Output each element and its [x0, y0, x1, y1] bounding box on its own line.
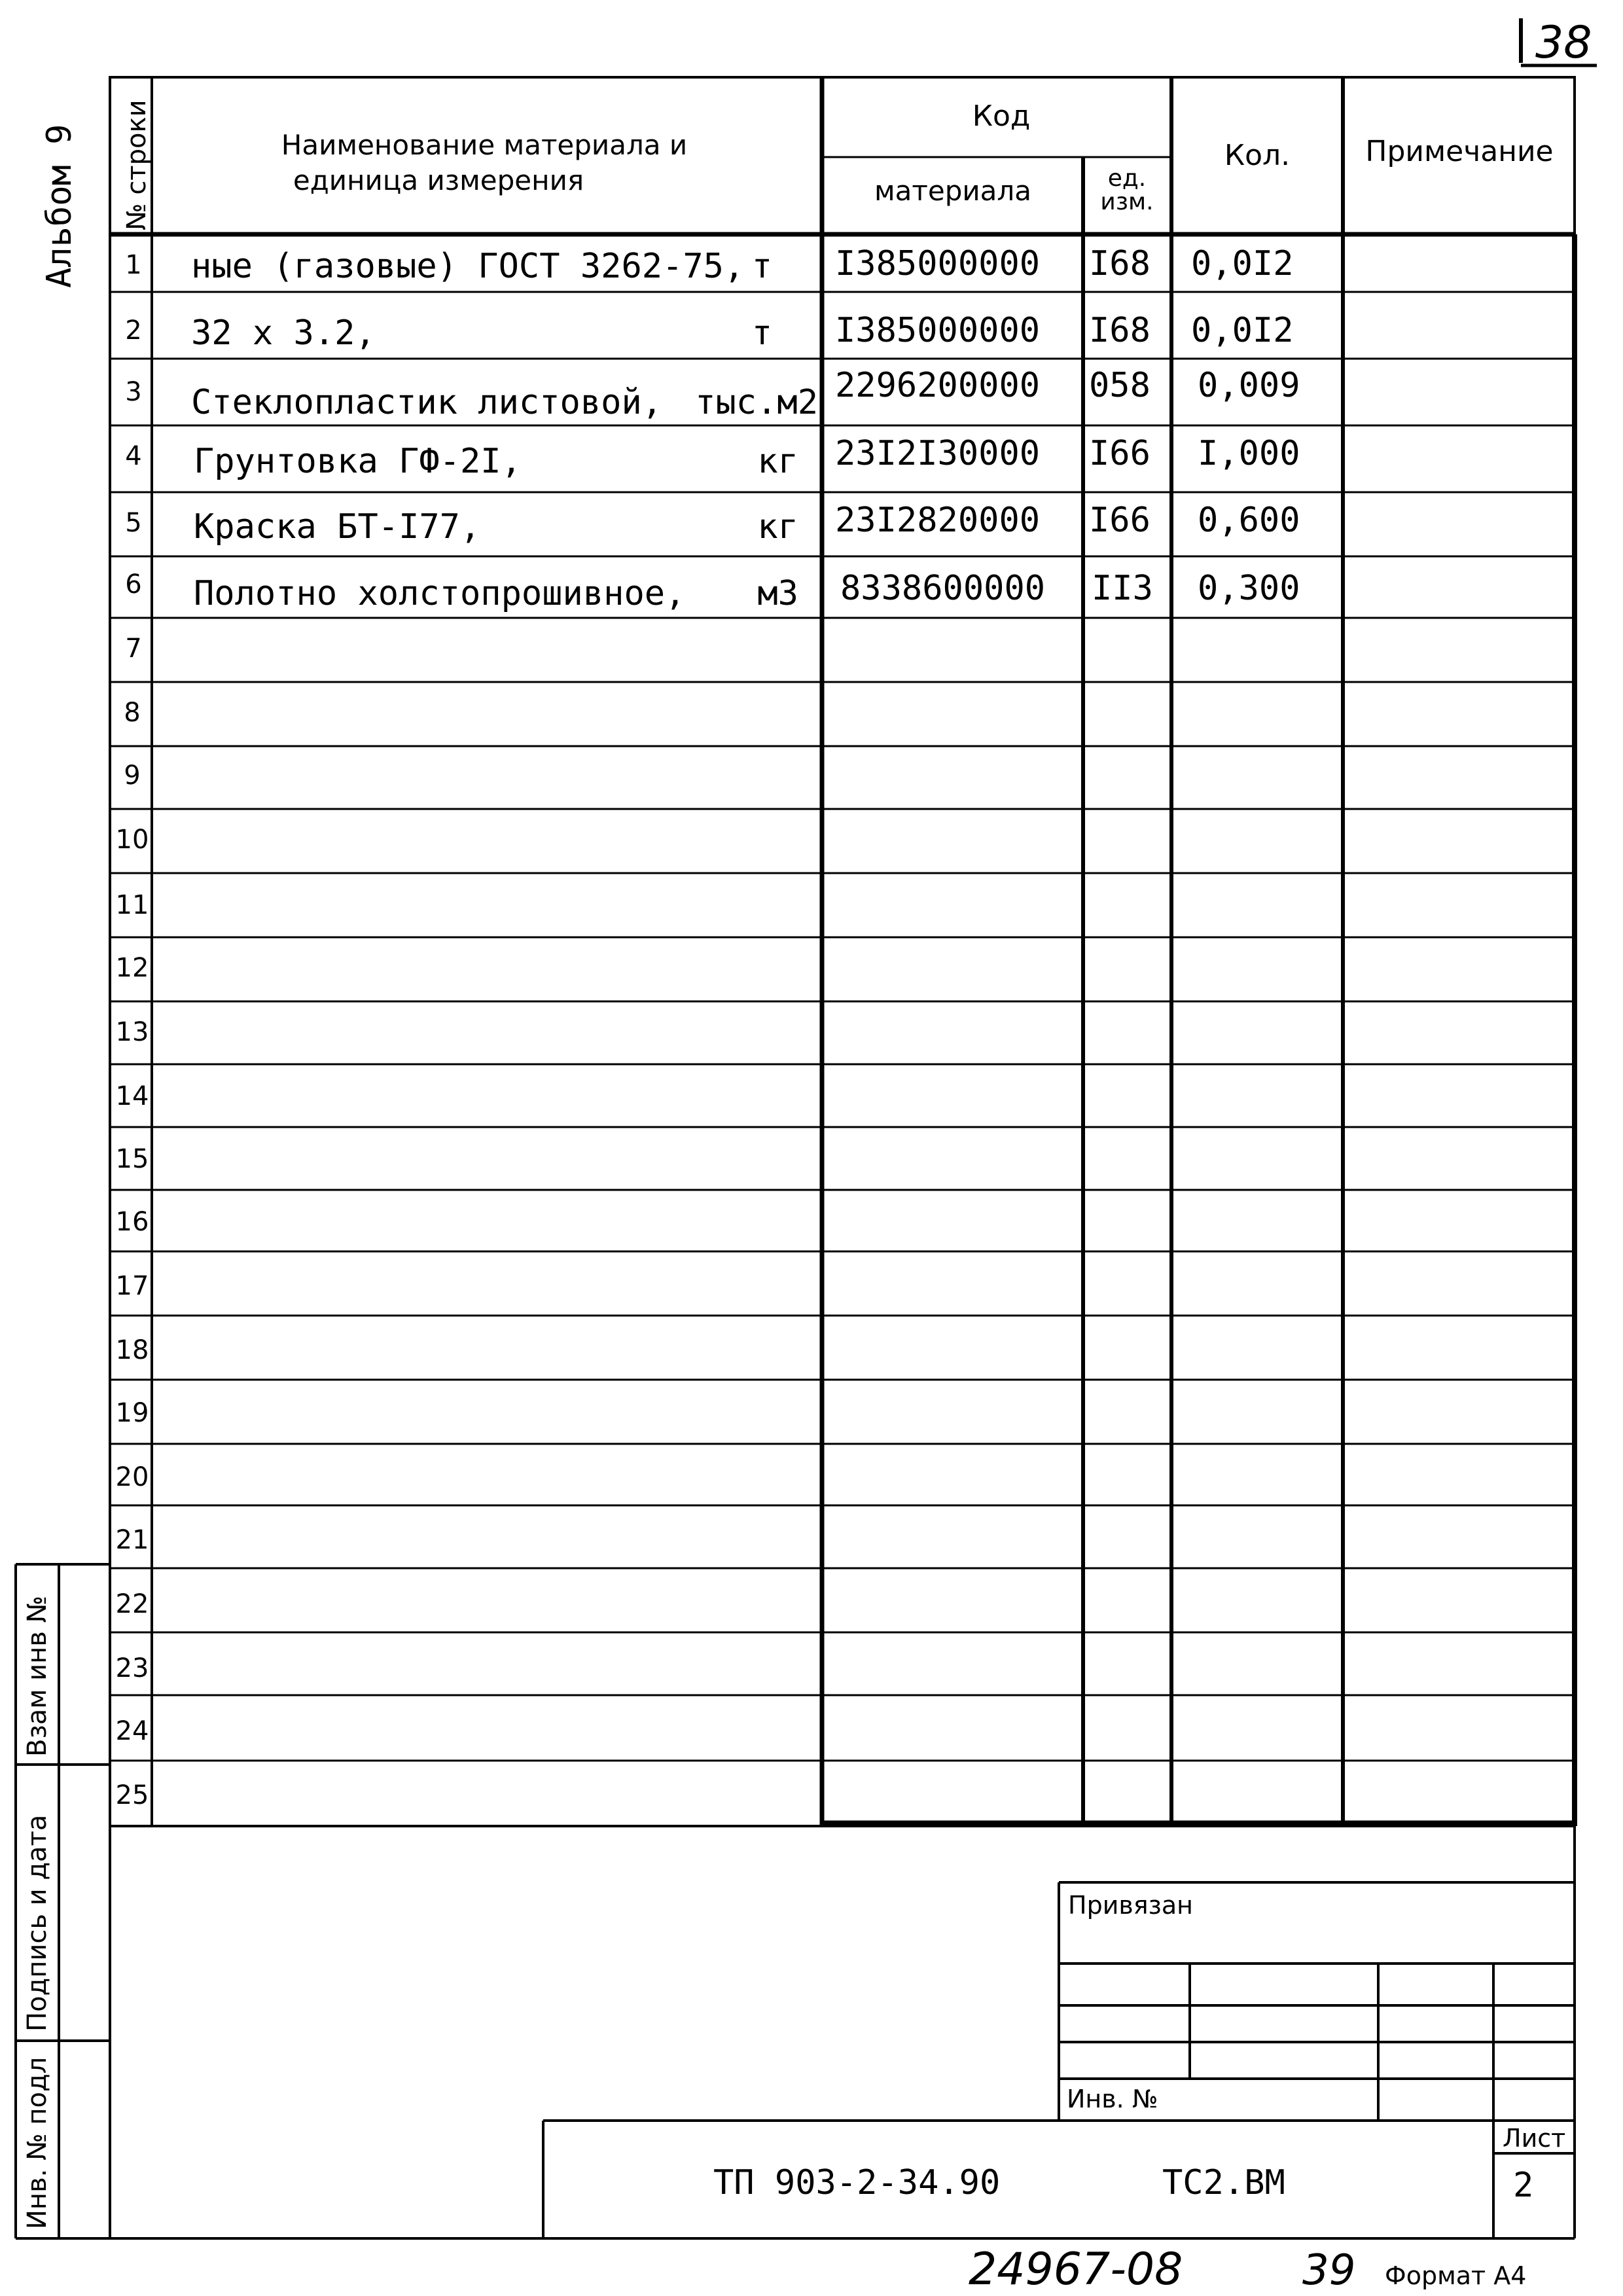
- material-name: Стеклопластик листовой,: [191, 383, 663, 422]
- row-number: 3: [125, 377, 142, 407]
- row-number: 1: [125, 250, 142, 280]
- row-number: 5: [125, 508, 142, 538]
- material-name: Полотно холстопрошивное,: [194, 574, 686, 613]
- footer-page-number: 39: [1302, 2246, 1356, 2295]
- header-quantity: Кол.: [1224, 139, 1291, 172]
- material-name: Краска БТ-I77,: [194, 507, 481, 547]
- unit-code: II3: [1092, 569, 1153, 608]
- quantity: 0,009: [1198, 366, 1300, 405]
- stamp-inv-no: Инв. № подл: [22, 2056, 52, 2229]
- row-number: 11: [115, 890, 149, 920]
- row-number: 20: [115, 1462, 149, 1492]
- inv-no-label: Инв. №: [1067, 2085, 1158, 2113]
- document-mark: ТС2.ВМ: [1162, 2163, 1285, 2202]
- quantity: 0,0I2: [1191, 244, 1294, 283]
- stamp-signature-date: Подпись и дата: [22, 1814, 52, 2032]
- row-number: 4: [125, 441, 142, 471]
- row-number: 19: [115, 1398, 149, 1428]
- quantity: 0,600: [1198, 501, 1300, 540]
- header-code-unit-2: изм.: [1100, 188, 1154, 215]
- header-note: Примечание: [1365, 135, 1554, 168]
- material-unit: т: [751, 314, 772, 353]
- row-number: 14: [115, 1081, 149, 1111]
- row-number: 8: [124, 698, 141, 728]
- unit-code: I68: [1089, 244, 1150, 283]
- unit-code: I68: [1089, 311, 1150, 350]
- row-number: 25: [115, 1780, 149, 1810]
- header-code: Код: [972, 99, 1031, 133]
- material-code: I385000000: [835, 311, 1041, 350]
- material-name: Грунтовка ГФ-2I,: [194, 442, 522, 481]
- row-number: 10: [115, 825, 149, 855]
- document-code: ТП 903-2-34.90: [713, 2163, 1001, 2202]
- row-number: 12: [115, 953, 149, 983]
- sheet-label: Лист: [1503, 2124, 1566, 2153]
- quantity: 0,300: [1198, 569, 1300, 608]
- material-code: I385000000: [835, 244, 1041, 283]
- row-number: 16: [115, 1207, 149, 1237]
- row-number: 9: [124, 761, 141, 791]
- quantity: 0,0I2: [1191, 311, 1294, 350]
- material-unit: м3: [757, 574, 798, 613]
- row-number: 2: [125, 315, 142, 346]
- album-label: Альбом 9: [40, 124, 79, 288]
- material-code: 8338600000: [840, 569, 1046, 608]
- row-number: 23: [115, 1653, 149, 1683]
- material-code: 23I2I30000: [835, 434, 1041, 473]
- page-number: 38: [1535, 17, 1592, 69]
- material-unit: кг: [757, 442, 798, 481]
- format-label: Формат А4: [1385, 2261, 1527, 2290]
- header-row-no: № строки: [122, 99, 152, 230]
- stamp-vzam-inv: Взам инв №: [22, 1595, 52, 1757]
- row-number: 24: [115, 1716, 149, 1746]
- row-number: 15: [115, 1144, 149, 1174]
- material-code: 2296200000: [835, 366, 1041, 405]
- material-unit: кг: [757, 507, 798, 547]
- row-number: 18: [115, 1335, 149, 1365]
- header-code-material: материала: [874, 175, 1032, 207]
- unit-code: I66: [1089, 501, 1150, 540]
- row-number: 6: [125, 569, 142, 600]
- row-number: 17: [115, 1271, 149, 1301]
- row-number: 21: [115, 1525, 149, 1555]
- unit-code: I66: [1089, 434, 1150, 473]
- header-code-unit-1: ед.: [1107, 165, 1147, 192]
- row-number: 7: [125, 634, 142, 664]
- quantity: I,000: [1198, 434, 1300, 473]
- material-name: 32 x 3.2,: [191, 314, 376, 353]
- material-name: ные (газовые) ГОСТ 3262-75,: [191, 247, 745, 286]
- material-unit: тыс.м2: [695, 383, 818, 422]
- material-unit: т: [751, 247, 772, 286]
- material-code: 23I2820000: [835, 501, 1041, 540]
- row-number: 22: [115, 1589, 149, 1619]
- header-material-name: Наименование материала и: [281, 129, 688, 161]
- unit-code: 058: [1089, 366, 1150, 405]
- sheet-number: 2: [1513, 2166, 1534, 2205]
- inventory-code: 24967-08: [969, 2244, 1183, 2295]
- privyazan-label: Привязан: [1068, 1891, 1193, 1920]
- row-number: 13: [115, 1017, 149, 1047]
- header-unit-of-measure: единица измерения: [293, 164, 584, 196]
